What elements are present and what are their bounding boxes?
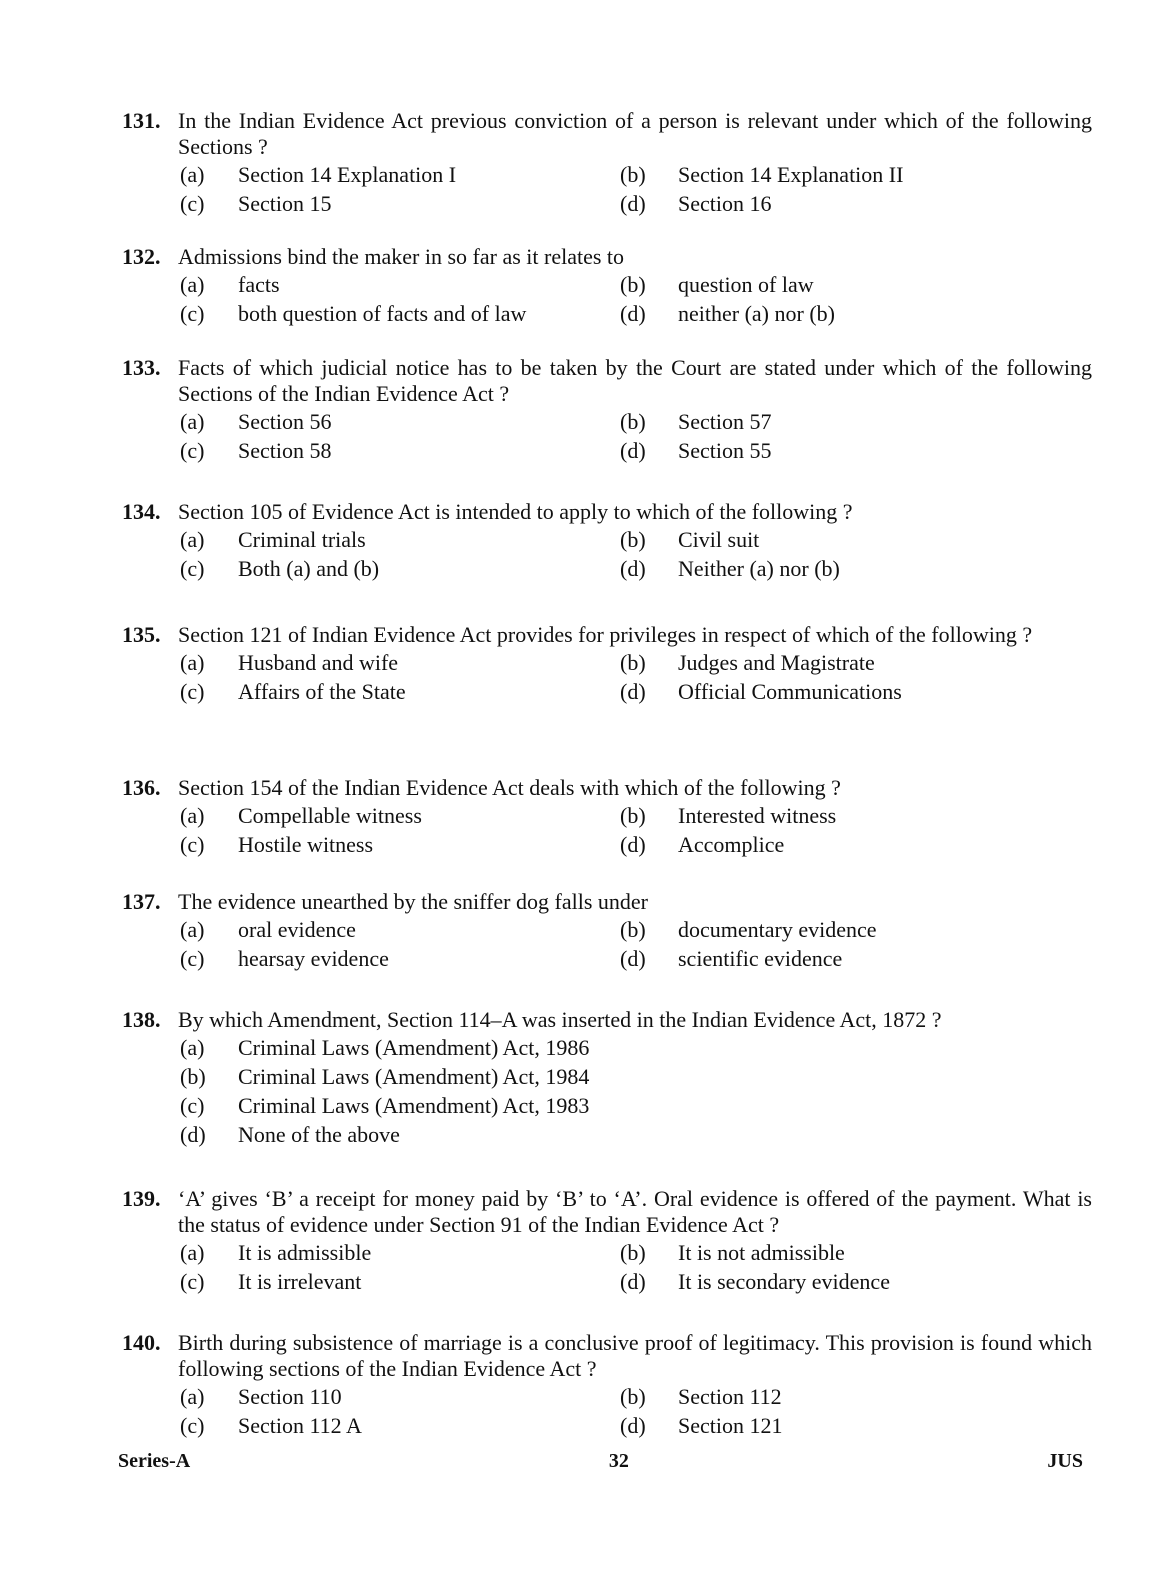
option-letter: (b) [620, 527, 646, 552]
options [180, 1035, 1092, 1148]
question-number: 136. [122, 775, 161, 800]
option-c [180, 556, 620, 582]
question-136 [122, 775, 1092, 858]
option-text: Section 58 [238, 438, 332, 463]
option-letter: (b) [620, 409, 646, 434]
options [180, 650, 1092, 705]
option-text: documentary evidence [678, 917, 877, 942]
option-text: It is irrelevant [238, 1269, 362, 1294]
option-a [180, 1240, 620, 1266]
option-text: Section 110 [238, 1384, 342, 1409]
option-d [620, 438, 1060, 464]
option-text: hearsay evidence [238, 946, 389, 971]
option-c [180, 832, 620, 858]
question-132 [122, 244, 1092, 327]
option-c [180, 1093, 1060, 1119]
option-text: neither (a) nor (b) [678, 301, 835, 326]
option-text: It is secondary evidence [678, 1269, 890, 1294]
option-letter: (d) [620, 1269, 646, 1294]
option-letter: (d) [620, 301, 646, 326]
option-letter: (a) [180, 409, 205, 434]
option-c [180, 946, 620, 972]
option-text: It is admissible [238, 1240, 372, 1265]
page-footer [118, 1450, 1083, 1473]
option-b [620, 1384, 1060, 1410]
option-text: both question of facts and of law [238, 301, 527, 326]
option-letter: (a) [180, 527, 205, 552]
question-number: 134. [122, 499, 161, 524]
option-a [180, 1035, 1060, 1061]
option-text: It is not admissible [678, 1240, 845, 1265]
option-letter: (a) [180, 1240, 205, 1265]
option-c [180, 191, 620, 217]
question-number: 140. [122, 1330, 161, 1355]
option-letter: (a) [180, 917, 205, 942]
option-b [620, 917, 1060, 943]
option-text: Section 57 [678, 409, 772, 434]
option-c [180, 438, 620, 464]
option-text: Section 16 [678, 191, 772, 216]
option-letter: (c) [180, 1269, 205, 1294]
option-letter: (a) [180, 272, 205, 297]
option-text: Section 112 A [238, 1413, 362, 1438]
option-d [620, 679, 1060, 705]
question-text: The evidence unearthed by the sniffer dog falls under [178, 889, 648, 914]
option-letter: (b) [620, 650, 646, 675]
page-number: 32 [608, 1450, 629, 1472]
option-letter: (b) [620, 162, 646, 187]
option-a [180, 162, 620, 188]
question-number: 133. [122, 355, 161, 380]
option-c [180, 1413, 620, 1439]
options [180, 917, 1092, 972]
question-number: 131. [122, 108, 161, 133]
option-text: scientific evidence [678, 946, 843, 971]
option-letter: (d) [620, 556, 646, 581]
option-text: Civil suit [678, 527, 760, 552]
option-a [180, 917, 620, 943]
option-d [620, 1269, 1060, 1295]
option-text: Section 14 Explanation I [238, 162, 457, 187]
series-label: Series-A [118, 1450, 191, 1472]
option-letter: (a) [180, 162, 205, 187]
option-letter: (c) [180, 679, 205, 704]
option-a [180, 409, 620, 435]
option-letter: (d) [620, 946, 646, 971]
option-letter: (c) [180, 946, 205, 971]
question-text: Section 154 of the Indian Evidence Act deals with which of the following ? [178, 775, 841, 800]
option-text: facts [238, 272, 280, 297]
option-letter: (d) [620, 679, 646, 704]
question-number: 132. [122, 244, 161, 269]
option-c [180, 679, 620, 705]
option-text: Interested witness [678, 803, 837, 828]
question-number: 138. [122, 1007, 161, 1032]
option-text: Criminal trials [238, 527, 366, 552]
question-text: Facts of which judicial notice has to be taken by the Court are stated under which of the following Sections of the Indian Evidence Act ? [178, 355, 1092, 406]
option-text: Criminal Laws (Amendment) Act, 1983 [238, 1093, 590, 1118]
question-text: Birth during subsistence of marriage is a conclusive proof of legitimacy. This provision is found which following sections of the Indian Evidence Act ? [178, 1330, 1092, 1381]
option-b [620, 527, 1060, 553]
question-number: 135. [122, 622, 161, 647]
option-text: question of law [678, 272, 814, 297]
option-text: oral evidence [238, 917, 356, 942]
question-135 [122, 622, 1092, 705]
option-letter: (a) [180, 1384, 205, 1409]
option-b [620, 162, 1060, 188]
option-b [620, 650, 1060, 676]
option-letter: (b) [620, 1384, 646, 1409]
option-letter: (c) [180, 1093, 205, 1118]
option-d [620, 946, 1060, 972]
question-131 [122, 108, 1092, 217]
option-text: Judges and Magistrate [678, 650, 875, 675]
question-number: 139. [122, 1186, 161, 1211]
option-letter: (d) [620, 832, 646, 857]
options [180, 272, 1092, 327]
option-text: Affairs of the State [238, 679, 406, 704]
option-a [180, 803, 620, 829]
option-text: Both (a) and (b) [238, 556, 380, 581]
option-text: Neither (a) nor (b) [678, 556, 840, 581]
option-b [620, 409, 1060, 435]
option-a [180, 272, 620, 298]
option-letter: (a) [180, 803, 205, 828]
question-138 [122, 1007, 1092, 1148]
option-letter: (b) [620, 917, 646, 942]
options [180, 1240, 1092, 1295]
option-letter: (c) [180, 556, 205, 581]
option-text: Compellable witness [238, 803, 422, 828]
option-letter: (a) [180, 1035, 205, 1060]
options [180, 409, 1092, 464]
options [180, 527, 1092, 582]
option-text: Hostile witness [238, 832, 374, 857]
question-140 [122, 1330, 1092, 1439]
question-139 [122, 1186, 1092, 1295]
question-133 [122, 355, 1092, 464]
question-137 [122, 889, 1092, 972]
option-letter: (c) [180, 1413, 205, 1438]
option-a [180, 650, 620, 676]
option-b [180, 1064, 1060, 1090]
option-d [620, 1413, 1060, 1439]
option-text: Section 121 [678, 1413, 783, 1438]
options [180, 803, 1092, 858]
question-text: ‘A’ gives ‘B’ a receipt for money paid by ‘B’ to ‘A’. Oral evidence is offered of the payment. What is the status of evidence under Section 91 of the Indian Evidence Act ? [178, 1186, 1092, 1237]
option-d [620, 301, 1060, 327]
option-b [620, 1240, 1060, 1266]
question-text: By which Amendment, Section 114–A was inserted in the Indian Evidence Act, 1872 ? [178, 1007, 942, 1032]
option-letter: (d) [620, 438, 646, 463]
option-b [620, 272, 1060, 298]
options [180, 162, 1092, 217]
option-text: None of the above [238, 1122, 400, 1147]
option-letter: (c) [180, 191, 205, 216]
option-d [620, 556, 1060, 582]
option-d [620, 191, 1060, 217]
option-letter: (d) [620, 191, 646, 216]
option-c [180, 301, 620, 327]
option-a [180, 1384, 620, 1410]
option-text: Section 14 Explanation II [678, 162, 904, 187]
question-text: Section 121 of Indian Evidence Act provides for privileges in respect of which of the following ? [178, 622, 1033, 647]
option-text: Section 15 [238, 191, 332, 216]
option-text: Official Communications [678, 679, 902, 704]
option-letter: (b) [620, 1240, 646, 1265]
question-text: In the Indian Evidence Act previous conviction of a person is relevant under which of the following Sections ? [178, 108, 1092, 159]
options [180, 1384, 1092, 1439]
option-letter: (d) [180, 1122, 206, 1147]
option-letter: (b) [620, 272, 646, 297]
option-text: Section 56 [238, 409, 332, 434]
option-letter: (d) [620, 1413, 646, 1438]
option-text: Husband and wife [238, 650, 399, 675]
option-letter: (b) [180, 1064, 206, 1089]
option-letter: (a) [180, 650, 205, 675]
option-text: Criminal Laws (Amendment) Act, 1986 [238, 1035, 590, 1060]
question-number: 137. [122, 889, 161, 914]
option-letter: (b) [620, 803, 646, 828]
option-letter: (c) [180, 301, 205, 326]
option-text: Section 55 [678, 438, 772, 463]
option-text: Section 112 [678, 1384, 782, 1409]
question-134 [122, 499, 1092, 582]
option-letter: (c) [180, 438, 205, 463]
question-text: Admissions bind the maker in so far as it relates to [178, 244, 625, 269]
option-text: Accomplice [678, 832, 785, 857]
option-letter: (c) [180, 832, 205, 857]
option-a [180, 527, 620, 553]
question-text: Section 105 of Evidence Act is intended to apply to which of the following ? [178, 499, 853, 524]
option-b [620, 803, 1060, 829]
option-text: Criminal Laws (Amendment) Act, 1984 [238, 1064, 590, 1089]
option-d [620, 832, 1060, 858]
subject-code: JUS [1047, 1450, 1083, 1472]
option-d [180, 1122, 1060, 1148]
option-c [180, 1269, 620, 1295]
